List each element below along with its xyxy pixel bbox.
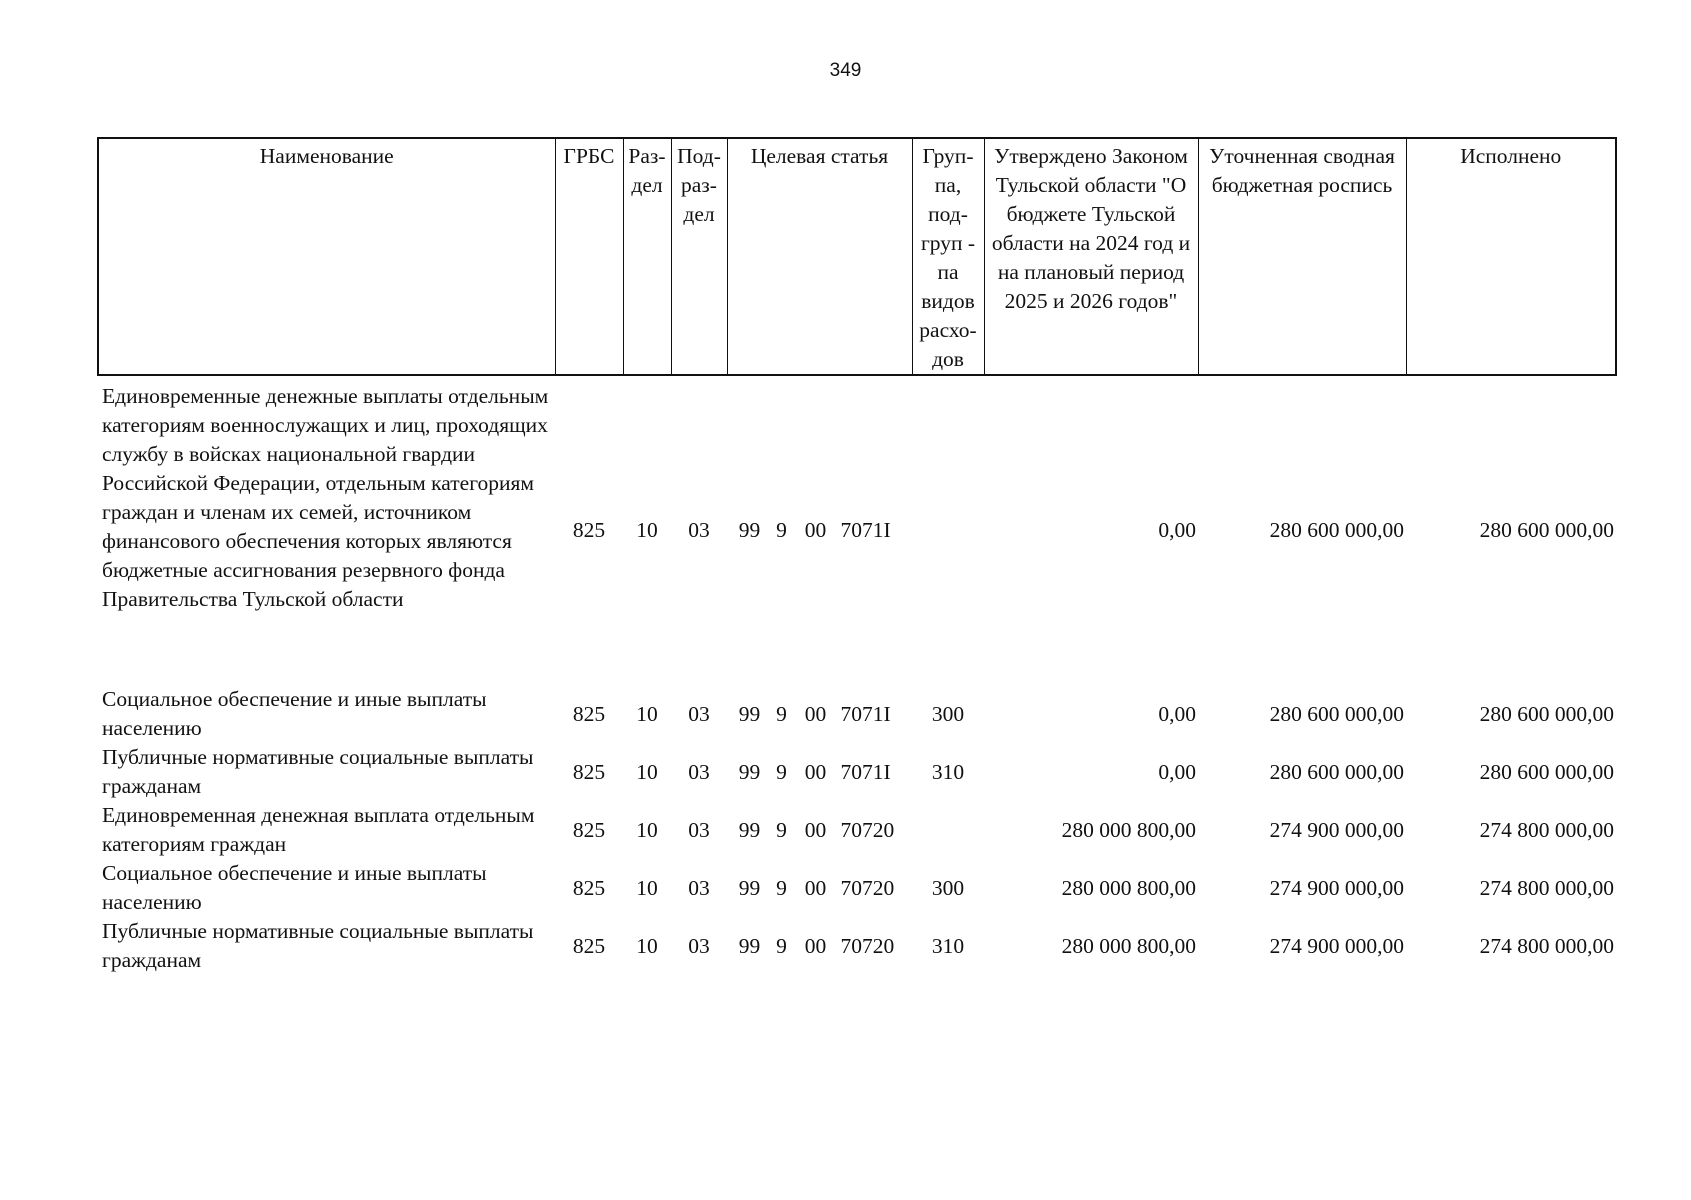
header-refined: Уточненная сводная бюджетная роспись	[1198, 138, 1406, 375]
target-part-code: 7071I	[840, 759, 891, 784]
cell-grbs: 825	[572, 933, 606, 958]
header-executed: Исполнено	[1406, 138, 1616, 375]
target-part-code: 70720	[840, 933, 895, 958]
cell-target	[727, 375, 912, 685]
cell-group: 310	[931, 759, 965, 784]
header-razdel: Раз-дел	[623, 138, 671, 375]
cell-podrazdel: 03	[688, 518, 710, 542]
cell-podrazdel: 03	[688, 875, 710, 900]
cell-grbs: 825	[572, 701, 606, 726]
cell-podrazdel: 03	[688, 933, 710, 958]
row-name: Социальное обеспечение и иные выплаты населению	[102, 861, 487, 914]
cell-podrazdel: 03	[688, 701, 710, 726]
cell-group	[912, 375, 984, 685]
target-part-code: 7071I	[840, 518, 891, 542]
cell-podrazdel: 03	[688, 817, 710, 842]
cell-target	[727, 685, 912, 743]
target-part-code: 70720	[840, 817, 895, 842]
cell-approved: 280 000 800,00	[1061, 817, 1196, 842]
target-part-program: 99	[738, 875, 761, 900]
cell-target	[727, 801, 912, 859]
cell-refined: 280 600 000,00	[1269, 701, 1404, 726]
target-part-direction: 9	[776, 817, 787, 842]
cell-razdel: 10	[636, 518, 658, 542]
cell-executed: 274 800 000,00	[1479, 933, 1614, 958]
cell-approved: 0,00	[1158, 701, 1196, 726]
page-number: 349	[829, 60, 862, 81]
table-row	[98, 801, 1616, 859]
table-row	[98, 375, 1616, 685]
cell-executed: 274 800 000,00	[1479, 817, 1614, 842]
cell-refined: 274 900 000,00	[1269, 817, 1404, 842]
cell-executed: 280 600 000,00	[1479, 759, 1614, 784]
target-part-sub: 00	[804, 817, 827, 842]
cell-approved: 280 000 800,00	[1061, 933, 1196, 958]
target-part-direction: 9	[776, 518, 787, 542]
row-name: Публичные нормативные социальные выплаты гражданам	[102, 919, 534, 972]
cell-razdel: 10	[636, 759, 658, 784]
target-part-sub: 00	[804, 933, 827, 958]
header-target: Целевая статья	[727, 138, 912, 375]
cell-grbs: 825	[572, 518, 606, 542]
row-name: Единовременные денежные выплаты отдельным категориям военнослужащих и лиц, проходящих службу в войсках национальной гвардии Российской Федерации, отдельным категориям граждан и членам их семей, источником финансового обеспечения которых являются бюджетные ассигнования резервного фонда Правительства Тульской области	[102, 384, 549, 611]
target-part-program: 99	[738, 518, 761, 542]
header-group: Груп-па, под-груп - па видов расхо-дов	[912, 138, 984, 375]
target-part-direction: 9	[776, 759, 787, 784]
target-part-program: 99	[738, 817, 761, 842]
budget-table	[97, 137, 1617, 975]
cell-approved: 0,00	[1158, 759, 1196, 784]
cell-razdel: 10	[636, 817, 658, 842]
cell-group: 300	[931, 701, 965, 726]
target-part-code: 7071I	[840, 701, 891, 726]
header-approved: Утверждено Законом Тульской области "О бюджете Тульской области на 2024 год и на плановый период 2025 и 2026 годов"	[984, 138, 1198, 375]
cell-approved: 0,00	[1158, 518, 1196, 542]
cell-executed: 274 800 000,00	[1479, 875, 1614, 900]
cell-approved: 280 000 800,00	[1061, 875, 1196, 900]
cell-razdel: 10	[636, 875, 658, 900]
target-part-sub: 00	[804, 701, 827, 726]
cell-group: 300	[931, 875, 965, 900]
target-part-program: 99	[738, 701, 761, 726]
cell-group: 310	[931, 933, 965, 958]
table-body	[98, 375, 1616, 975]
table-row	[98, 743, 1616, 801]
cell-podrazdel: 03	[688, 759, 710, 784]
cell-refined: 280 600 000,00	[1269, 518, 1404, 542]
cell-grbs: 825	[572, 817, 606, 842]
target-part-program: 99	[738, 933, 761, 958]
cell-executed: 280 600 000,00	[1479, 518, 1614, 542]
header-grbs: ГРБС	[555, 138, 623, 375]
cell-group	[912, 801, 984, 859]
row-name: Единовременная денежная выплата отдельным категориям граждан	[102, 803, 535, 856]
table-row	[98, 685, 1616, 743]
target-part-direction: 9	[776, 933, 787, 958]
cell-razdel: 10	[636, 933, 658, 958]
header-podrazdel: Под-раз-дел	[671, 138, 727, 375]
cell-target	[727, 743, 912, 801]
cell-grbs: 825	[572, 875, 606, 900]
row-name: Социальное обеспечение и иные выплаты населению	[102, 687, 487, 740]
table-row	[98, 859, 1616, 917]
target-part-direction: 9	[776, 701, 787, 726]
header-name: Наименование	[98, 138, 555, 375]
cell-refined: 274 900 000,00	[1269, 933, 1404, 958]
cell-refined: 274 900 000,00	[1269, 875, 1404, 900]
target-part-sub: 00	[804, 759, 827, 784]
cell-target	[727, 859, 912, 917]
row-name: Публичные нормативные социальные выплаты гражданам	[102, 745, 534, 798]
target-part-sub: 00	[804, 875, 827, 900]
target-part-direction: 9	[776, 875, 787, 900]
cell-grbs: 825	[572, 759, 606, 784]
table-header	[98, 138, 1616, 375]
table-row	[98, 917, 1616, 975]
cell-target	[727, 917, 912, 975]
cell-executed: 280 600 000,00	[1479, 701, 1614, 726]
target-part-sub: 00	[804, 518, 827, 542]
target-part-code: 70720	[840, 875, 895, 900]
cell-refined: 280 600 000,00	[1269, 759, 1404, 784]
cell-razdel: 10	[636, 701, 658, 726]
target-part-program: 99	[738, 759, 761, 784]
